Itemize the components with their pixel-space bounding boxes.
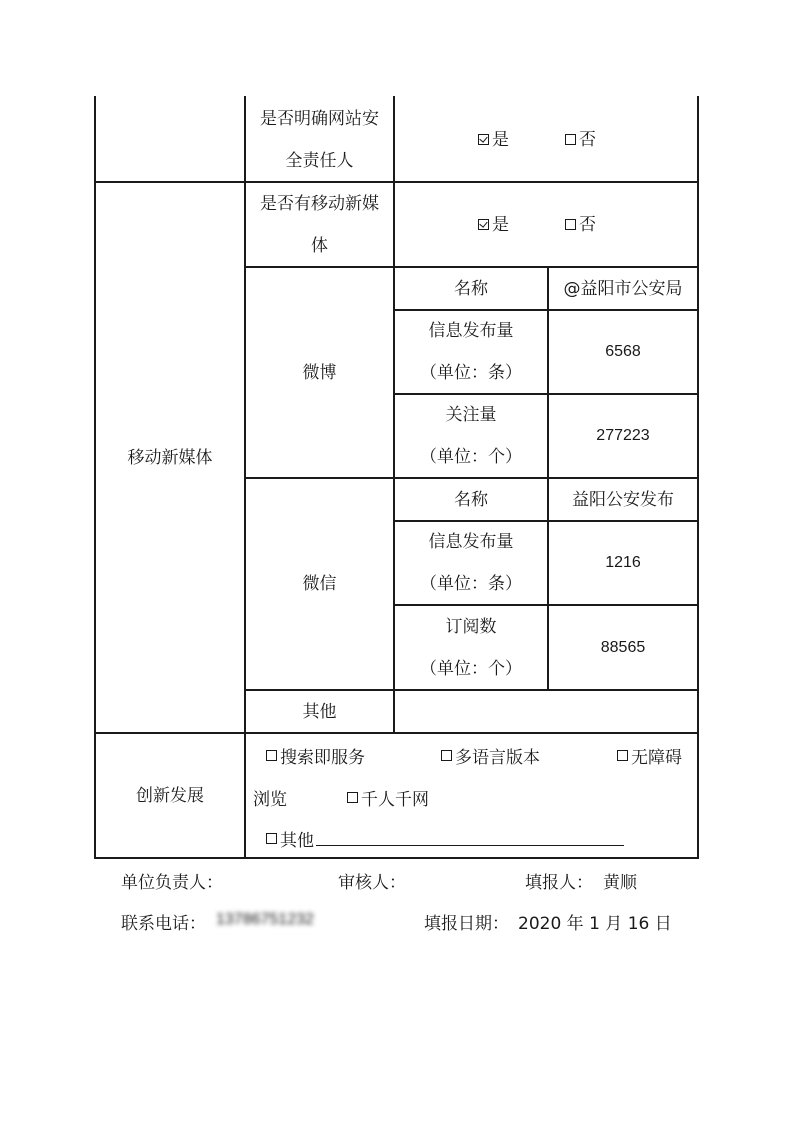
wechat-subscribers-label: 订阅数 （单位：个）: [420, 616, 522, 679]
checkbox-empty-icon: [441, 750, 452, 761]
checkbox-checked-icon: [478, 219, 489, 230]
website-responsibility-question: 是否明确网站安 全责任人: [260, 108, 379, 171]
wechat-posts-label: 信息发布量 （单位：条）: [420, 532, 522, 594]
wechat-name-label: 名称: [454, 489, 488, 510]
accessibility-continued: 浏览: [253, 789, 287, 810]
unit-head-label: 单位负责人：: [121, 873, 223, 893]
wechat-posts-value: 1216: [605, 554, 641, 571]
website-no-checkbox[interactable]: 否: [565, 119, 596, 161]
checkbox-empty-icon: [266, 833, 277, 844]
innovation-line-1: [266, 740, 365, 770]
accessibility-checkbox[interactable]: 无障碍: [617, 743, 682, 768]
other-innovation-blank-line[interactable]: [316, 831, 624, 846]
search-service-checkbox[interactable]: 搜索即服务: [266, 743, 365, 768]
mobile-media-section-label: 移动新媒体: [127, 447, 213, 468]
weibo-name-label: 名称: [454, 278, 488, 299]
checkbox-empty-icon: [565, 219, 576, 230]
innovation-line-1c: [617, 740, 682, 770]
innovation-line-3: [266, 823, 624, 853]
innovation-line-1b: [441, 740, 540, 770]
mobile-yes-checkbox[interactable]: 是: [478, 204, 509, 246]
website-yes-checkbox[interactable]: 是: [478, 119, 509, 161]
checkbox-empty-icon: [266, 750, 277, 761]
innovation-line-2b: [347, 782, 429, 812]
checkbox-checked-icon: [478, 134, 489, 145]
checkbox-empty-icon: [617, 750, 628, 761]
filler-label: 填报人：: [525, 873, 593, 893]
phone-label: 联系电话：: [121, 914, 206, 934]
weibo-label: 微博: [302, 362, 337, 383]
weibo-followers-label: 关注量 （单位：个）: [420, 405, 522, 467]
innovation-section-label: 创新发展: [136, 785, 204, 806]
weibo-name-value: @益阳市公安局: [563, 278, 683, 299]
filler-name: 黄顺: [603, 873, 637, 893]
innovation-line-2: [253, 782, 287, 812]
website-responsibility-answer: [395, 98, 697, 181]
wechat-name-value: 益阳公安发布: [572, 489, 674, 510]
wechat-label: 微信: [302, 574, 337, 594]
checkbox-empty-icon: [565, 134, 576, 145]
weibo-followers-value: 277223: [596, 427, 650, 444]
thousand-sites-checkbox[interactable]: 千人千网: [347, 785, 429, 810]
date-value: 2020 年 1 月 16 日: [518, 914, 672, 934]
mobile-no-checkbox[interactable]: 否: [565, 204, 596, 246]
weibo-posts-label: 信息发布量 （单位：条）: [420, 321, 522, 383]
date-label: 填报日期：: [424, 914, 509, 934]
other-innovation-checkbox[interactable]: 其他: [266, 826, 314, 851]
multilanguage-checkbox[interactable]: 多语言版本: [441, 743, 540, 768]
weibo-posts-value: 6568: [605, 343, 641, 360]
other-media-value: [395, 691, 697, 732]
mobile-media-answer: [395, 183, 697, 266]
reviewer-label: 审核人：: [338, 873, 406, 893]
checkbox-empty-icon: [347, 792, 358, 803]
mobile-media-question: 是否有移动新媒 体: [260, 193, 379, 256]
other-media-label: 其他: [302, 701, 337, 722]
phone-value: 13786751232: [216, 911, 314, 928]
wechat-subscribers-value: 88565: [600, 638, 646, 656]
